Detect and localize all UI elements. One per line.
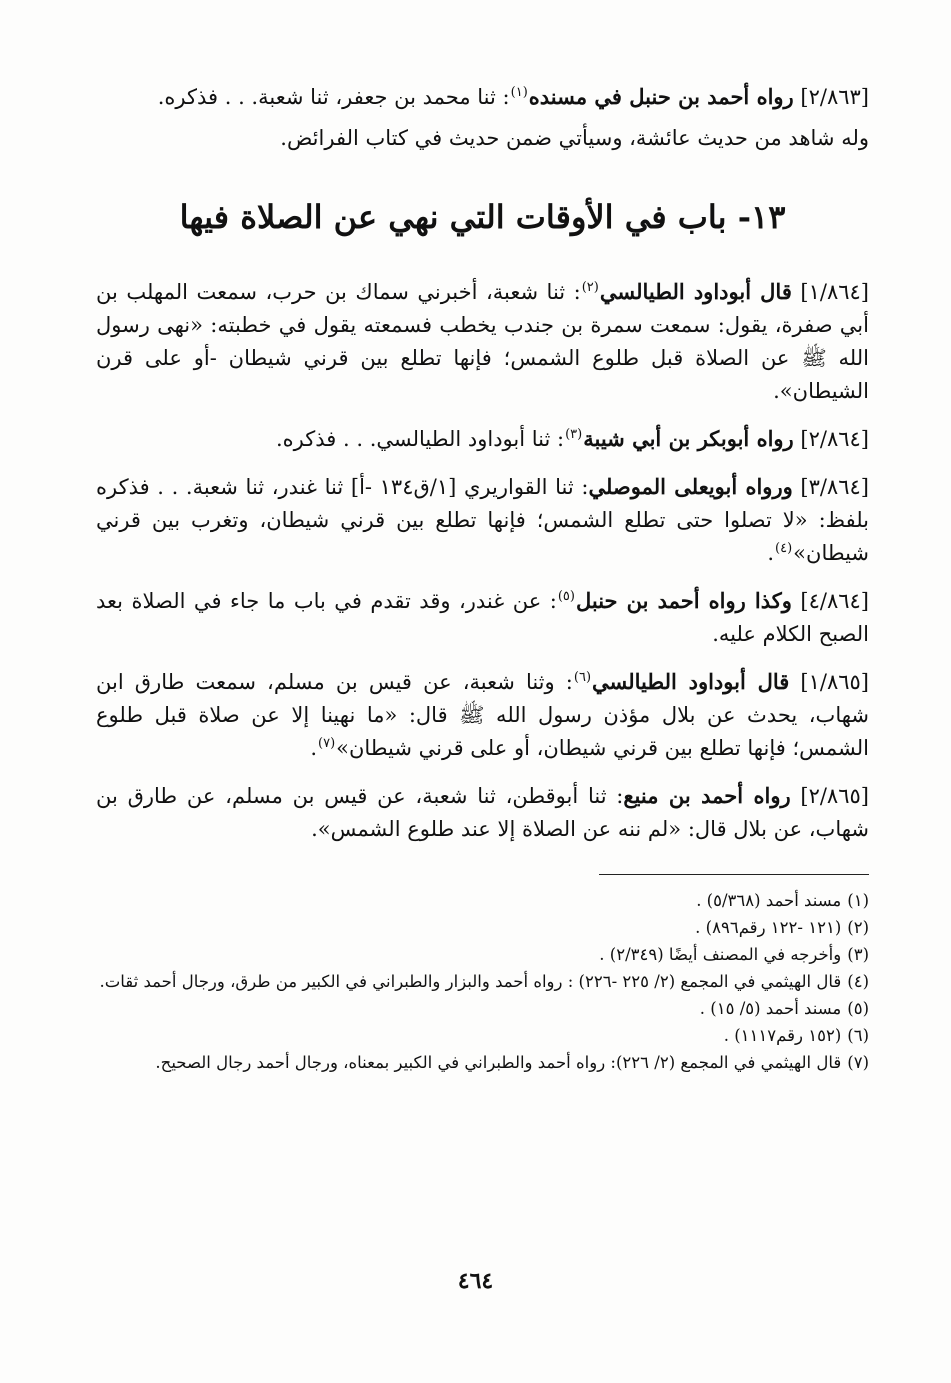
footnotes — [96, 889, 869, 1075]
footnote-item — [96, 1024, 869, 1048]
footnote-marker: (٤) — [775, 541, 793, 556]
footnote-number: (٦) — [847, 1026, 869, 1045]
footnote-item — [96, 943, 869, 967]
footnote-number: (٣) — [847, 945, 869, 964]
footnote-number: (٥) — [847, 999, 869, 1018]
hadith-text-end: . — [767, 541, 775, 565]
hadith-text: : وثنا شعبة، عن قيس بن مسلم، سمعت طارق ابن شهاب، يحدث عن بلال مؤذن رسول الله ﷺ قال: «ما نهينا إلا عن صلاة قبل طلوع الشمس؛ فإنها تطلع بين قرني شيطان، أو على قرني شيطان» — [96, 670, 869, 760]
hadith-text: : عن غندر، وقد تقدم في باب ما جاء في الصلاة بعد الصبح الكلام عليه. — [96, 589, 869, 646]
narrator: ورواه أبويعلى الموصلي — [588, 474, 793, 499]
footnote-item — [96, 997, 869, 1021]
narrator: قال أبوداود الطيالسي — [599, 279, 792, 304]
footnote-text: قال الهيثمي في المجمع (٢/ ٢٢٦): رواه أحمد والطبراني في الكبير بمعناه، ورجال أحمد رجال الصحيح. — [155, 1053, 842, 1072]
footnote-number: (٤) — [847, 972, 869, 991]
footnote-number: (١) — [847, 891, 869, 910]
footnote-marker: (٦) — [573, 670, 592, 685]
footnote-item — [96, 970, 869, 994]
footnote-text: (١٢١ -١٢٢ رقم٨٩٦) . — [695, 918, 842, 937]
narrator: قال أبوداود الطيالسي — [592, 669, 790, 694]
footnote-text: مسند أحمد (٥/ ١٥) . — [699, 999, 842, 1018]
footnote-marker: (٧) — [318, 736, 336, 751]
footnote-text: وأخرجه في المصنف أيضًا (٢/٣٤٩) . — [599, 945, 842, 964]
narrator: رواه أبوبكر بن أبي شيبة — [583, 426, 794, 451]
page-number: ٤٦٤ — [457, 1268, 494, 1294]
entry-paragraph — [96, 665, 869, 765]
hadith-text: : ثنا أبوقطن، ثنا شعبة، عن قيس بن مسلم، عن طارق بن شهاب، عن بلال قال: «لم ننه عن الصلاة إلا عند طلوع الشمس». — [96, 784, 869, 841]
footnote-marker: (٢) — [581, 280, 599, 295]
hadith-ref: [٢/٨٦٤] — [800, 427, 869, 451]
footnote-marker: (١) — [510, 85, 528, 100]
witness-text: وله شاهد من حديث عائشة، وسيأتي ضمن حديث في كتاب الفرائض. — [280, 126, 869, 150]
footnote-item — [96, 889, 869, 913]
witness-paragraph — [96, 122, 869, 155]
hadith-text: : ثنا محمد بن جعفر، ثنا شعبة. . . فذكره. — [157, 85, 510, 109]
hadith-ref: [١/٨٦٥] — [800, 670, 869, 694]
footnote-separator — [599, 874, 869, 875]
hadith-ref: [٣/٨٦٤] — [800, 475, 869, 499]
entry-paragraph — [96, 779, 869, 846]
narrator: وكذا رواه أحمد بن حنبل — [575, 588, 792, 613]
footnote-marker: (٥) — [557, 589, 575, 604]
footnote-marker: (٣) — [565, 427, 583, 442]
hadith-ref: [١/٨٦٤] — [800, 280, 869, 304]
hadith-ref: [٤/٨٦٤] — [800, 589, 869, 613]
entry-paragraph — [96, 275, 869, 408]
hadith-ref: [٢/٨٦٥] — [800, 784, 869, 808]
footnote-text: قال الهيثمي في المجمع (٢/ ٢٢٥ -٢٢٦) : رواه أحمد والبزار والطبراني في الكبير من طرق، ورجال أحمد ثقات. — [99, 972, 842, 991]
footnote-number: (٧) — [847, 1053, 869, 1072]
chapter-heading: ١٣- باب في الأوقات التي نهي عن الصلاة فيها — [179, 198, 786, 236]
hadith-ref: [٢/٨٦٣] — [800, 85, 869, 109]
entry-paragraph — [96, 422, 869, 456]
footnote-text: مسند أحمد (٥/٣٦٨) . — [696, 891, 842, 910]
footnote-item — [96, 916, 869, 940]
footnote-item — [96, 1051, 869, 1075]
footnote-number: (٢) — [847, 918, 869, 937]
entry-paragraph — [96, 584, 869, 651]
footnote-text: (١٥٢ رقم١١١٧) . — [723, 1026, 842, 1045]
hadith-text-end: . — [310, 736, 317, 760]
opening-paragraph — [96, 80, 869, 114]
entry-paragraph — [96, 470, 869, 570]
narrator: رواه أحمد بن منيع — [623, 783, 791, 808]
hadith-text: : ثنا أبوداود الطيالسي. . . فذكره. — [276, 427, 565, 451]
hadith-text: : ثنا القواريري [١/ق١٣٤ -أ] ثنا غندر، ثنا شعبة. . . فذكره بلفظ: «لا تصلوا حتى تطلع الشمس؛ فإنها تطلع بين قرني شيطان، وتغرب بين قرني شيطان» — [96, 475, 869, 565]
narrator: رواه أحمد بن حنبل في مسنده — [528, 84, 794, 109]
hadith-text: : ثنا شعبة، أخبرني سماك بن حرب، سمعت المهلب بن أبي صفرة، يقول: سمعت سمرة بن جندب يخطب فسمعته يقول في خطبته: «نهى رسول الله ﷺ عن الصلاة قبل طلوع الشمس؛ فإنها تطلع بين قرني شيطان -أو على قرن الشيطان». — [96, 280, 869, 403]
